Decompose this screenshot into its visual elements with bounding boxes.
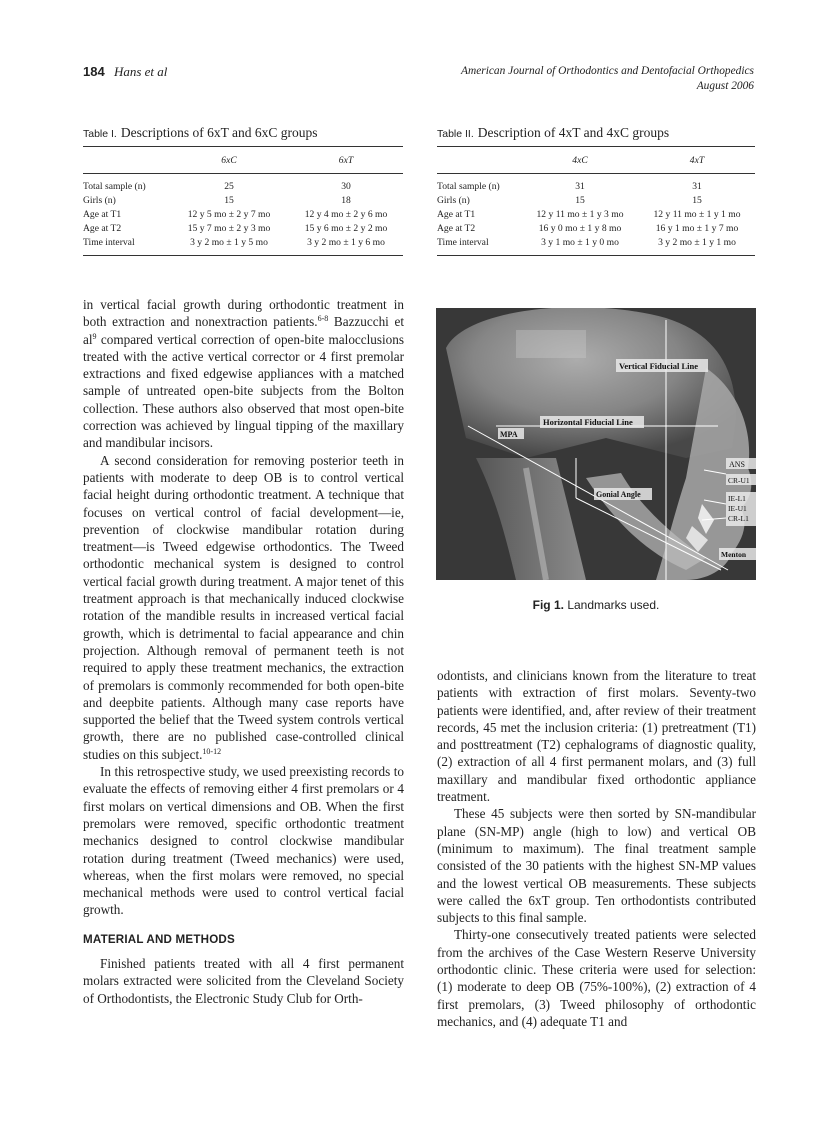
paragraph	[83, 452, 404, 763]
table-header-cell: 6xT	[289, 147, 403, 174]
cephalogram-image	[436, 308, 756, 580]
table-cell: 15	[575, 195, 585, 206]
landmark-label-cr-l1: CR-L1	[728, 514, 749, 523]
citation: 9	[92, 331, 97, 341]
section-heading: MATERIAL AND METHODS	[83, 932, 235, 946]
table-header-cell: 4xC	[521, 147, 639, 174]
text-run: Bazzucchi et al	[83, 314, 404, 347]
landmark-label-mpa: MPA	[500, 430, 518, 439]
table-header-cell: 6xC	[169, 147, 289, 174]
citation: 6-8	[317, 314, 329, 324]
journal-name: American Journal of Orthodontics and Dentofacial Orthopedics	[461, 65, 754, 77]
table-header-row	[83, 147, 403, 174]
table-cell: 3 y 2 mo ± 1 y 1 mo	[639, 236, 755, 256]
table-1-caption	[83, 125, 317, 141]
landmark-label-ie-l1: IE-L1	[728, 494, 746, 503]
table-header-cell: 4xT	[639, 147, 755, 174]
figure-1-caption	[436, 598, 756, 612]
table-cell: 15 y 6 mo ± 2 y 2 mo	[304, 223, 388, 234]
table-row	[437, 208, 755, 222]
figure-label: Fig 1.	[532, 598, 564, 612]
left-column	[83, 296, 404, 1007]
running-header-left	[83, 64, 167, 80]
text-run: in vertical facial growth during orthodontic treatment in both extraction and nonextraction patients.	[83, 297, 404, 330]
table-cell: 12 y 4 mo ± 2 y 6 mo	[304, 209, 388, 220]
landmark-label-gonial-angle: Gonial Angle	[596, 490, 641, 499]
row-label: Girls (n)	[437, 195, 470, 206]
paragraph: odontists, and clinicians known from the literature to treat patients with extraction of first molars. Seventy-two patients were identified, and, after review of their treatment records, 45 met the inclusion criteria: (1) pretreatment (T1) and posttreatment (T2) cephalograms of diagnostic quality, (2) extraction of all 4 first permanent molars, and (3) full maxillary and mandibular fixed orthodontic appliance treatment.	[437, 668, 756, 805]
table-row	[437, 194, 755, 208]
landmark-label-vertical-fiducial: Vertical Fiducial Line	[619, 361, 699, 371]
table-2-caption	[437, 125, 669, 141]
table-row	[83, 174, 403, 195]
paragraph: In this retrospective study, we used preexisting records to evaluate the effects of removing either 4 first premolars or 4 first molars on vertical dimensions and OB. When the first premolars were removed, specific orthodontic treatment mechanics designed to control clockwise mandibular rotation during treatment (Tweed mechanics) were used, whereas, when the first molars were removed, no special mechanical methods were used to control vertical facial growth.	[83, 764, 404, 918]
paragraph: These 45 subjects were then sorted by SN-mandibular plane (SN-MP) angle (high to low) and vertical OB (minimum to maximum). The final treatment sample consisted of the 30 patients with the highest SN-MP values and the lowest vertical OB measurements. These subjects were called the 6xT group. Ten orthodontists contributed subjects to this final sample.	[437, 806, 756, 926]
table-row	[83, 222, 403, 236]
text-run: A second consideration for removing posterior teeth in patients with moderate to deep OB is to control vertical facial height during orthodontic treatment. A technique that focuses on vertical control of facial development—ie, prevention of clockwise mandibular rotation during treatment—is Tweed edgewise orthodontics. The Tweed orthodontic mechanical system is designed to control vertical facial growth during treatment. A major tenet of this treatment approach is that mechanically induced clockwise rotation of the mandible results in increased vertical facial growth, which is detrimental to facial appearance and chin projection. Although removal of permanent teeth is not required to apply these treatment mechanics, the extraction of premolars is commonly recommended for both open-bite and deepbite patients. Although many case reports have supported the belief that the Tweed system controls vertical growth, there are no published case-controlled clinical studies on this subject.	[83, 452, 404, 762]
table-cell: 15	[692, 195, 702, 206]
row-label: Age at T2	[437, 223, 476, 234]
table-row	[437, 222, 755, 236]
figure-1-cephalogram	[436, 308, 756, 580]
table-cell: 31	[692, 181, 702, 192]
row-label: Total sample (n)	[437, 181, 500, 192]
table-cell: 3 y 2 mo ± 1 y 6 mo	[289, 236, 403, 256]
table-cell: 15	[224, 195, 234, 206]
row-label: Age at T2	[83, 223, 122, 234]
table-1-title: Descriptions of 6xT and 6xC groups	[120, 125, 318, 140]
table-row	[437, 174, 755, 195]
table-1-label: Table I.	[83, 128, 117, 140]
table-header-cell	[437, 147, 521, 174]
table-cell: 12 y 11 mo ± 1 y 3 mo	[536, 209, 624, 220]
paragraph	[83, 296, 404, 452]
table-cell: 12 y 11 mo ± 1 y 1 mo	[653, 209, 741, 220]
table-header-row	[437, 147, 755, 174]
landmark-label-ie-u1: IE-U1	[728, 504, 747, 513]
row-label: Time interval	[83, 236, 169, 256]
landmark-label-cr-u1: CR-U1	[728, 476, 750, 485]
running-header-right	[461, 64, 754, 94]
row-label: Age at T1	[83, 209, 122, 220]
row-label: Girls (n)	[83, 195, 116, 206]
table-row	[83, 194, 403, 208]
table-2	[437, 146, 755, 256]
row-label: Age at T1	[437, 209, 476, 220]
running-authors: Hans et al	[113, 64, 168, 79]
journal-issue: August 2006	[696, 80, 754, 92]
figure-caption-text: Landmarks used.	[567, 598, 660, 612]
page-number: 184	[83, 64, 105, 79]
row-label: Total sample (n)	[83, 181, 146, 192]
paragraph: Finished patients treated with all 4 first permanent molars extracted were solicited from the Cleveland Society of Orthodontists, the Electronic Study Club for Orth-	[83, 955, 404, 1006]
paragraph: Thirty-one consecutively treated patients were selected from the archives of the Case Western Reserve University orthodontic clinic. These criteria were used for selection: (1) moderate to deep OB (75%-100%), (2) extraction of 4 first premolars, (3) Tweed philosophy of orthodontic mechanics, and (4) adequate T1 and	[437, 927, 756, 1029]
landmark-label-menton: Menton	[721, 550, 746, 559]
table-cell: 15 y 7 mo ± 2 y 3 mo	[187, 223, 271, 234]
landmark-label-ans: ANS	[729, 460, 746, 469]
table-row	[437, 236, 755, 256]
table-header-cell	[83, 147, 169, 174]
table-row	[83, 236, 403, 256]
table-cell: 25	[224, 181, 234, 192]
table-1	[83, 146, 403, 256]
citation: 10-12	[202, 746, 222, 756]
right-column	[437, 667, 756, 1030]
table-cell: 3 y 1 mo ± 1 y 0 mo	[521, 236, 639, 256]
landmark-label-horizontal-fiducial: Horizontal Fiducial Line	[543, 417, 633, 427]
table-cell: 16 y 0 mo ± 1 y 8 mo	[538, 223, 622, 234]
table-cell: 16 y 1 mo ± 1 y 7 mo	[655, 223, 739, 234]
table-cell: 18	[341, 195, 351, 206]
table-cell: 12 y 5 mo ± 2 y 7 mo	[187, 209, 271, 220]
table-2-title: Description of 4xT and 4xC groups	[477, 125, 670, 140]
text-run: compared vertical correction of open-bite malocclusions treated with the active vertical corrector or 4 first premolar extractions and fixed edgewise appliances with a matched sample of untreated open-bite subjects from the Bolton collection. These authors also observed that most open-bite correction was achieved by lingual tipping of the maxillary and mandibular incisors.	[83, 331, 404, 451]
table-cell: 31	[575, 181, 585, 192]
table-cell: 3 y 2 mo ± 1 y 5 mo	[169, 236, 289, 256]
table-row	[83, 208, 403, 222]
row-label: Time interval	[437, 236, 521, 256]
table-cell: 30	[341, 181, 351, 192]
table-2-label: Table II.	[437, 128, 474, 140]
